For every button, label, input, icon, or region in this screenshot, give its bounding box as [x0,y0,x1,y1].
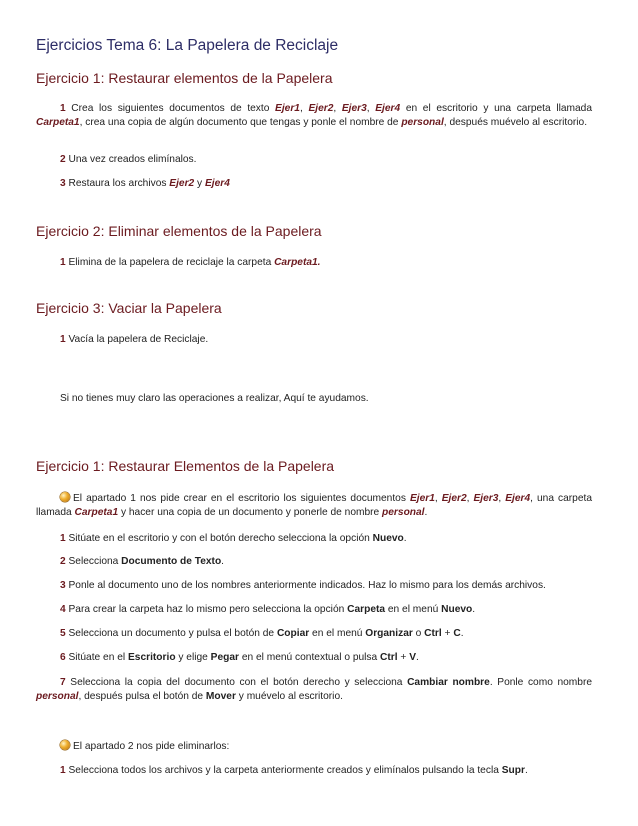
help-link[interactable]: Si no tienes muy claro las operaciones a realizar, Aquí te ayudamos. [60,393,369,404]
solution-1-step-7: 7 Selecciona la copia del documento con el botón derecho y selecciona Cambiar nombre. Ponle como nombre personal, después pulsa el botón de Mover y muévelo al escritorio. [36,677,593,702]
solution-1-step-6: 6 Sitúate en el Escritorio y elige Pegar en el menú contextual o pulsa Ctrl + V. [60,652,419,663]
exercise-2-item-1: 1 Elimina de la papelera de reciclaje la carpeta Carpeta1. [60,257,321,268]
solution-1-step-3: 3 Ponle al documento uno de los nombres anteriormente indicados. Haz lo mismo para los demás archivos. [60,580,546,591]
exercise-2-heading: Ejercicio 2: Eliminar elementos de la Papelera [36,223,322,239]
exercise-1-item-3: 3 Restaura los archivos Ejer2 y Ejer4 [60,178,230,189]
exercise-1-item-2: 2 Una vez creados elimínalos. [60,154,197,165]
solution-1-step-1: 1 Sitúate en el escritorio y con el botón derecho selecciona la opción Nuevo. [60,533,407,544]
page-title: Ejercicios Tema 6: La Papelera de Reciclaje [36,37,339,54]
exercise-3-item-1: 1 Vacía la papelera de Reciclaje. [60,334,209,345]
bullet-icon [60,740,70,750]
solution-2-step-1: 1 Selecciona todos los archivos y la carpeta anteriormente creados y elimínalos pulsando la tecla Supr. [60,765,528,776]
exercise-1-item-1: 1 Crea los siguientes documentos de texto Ejer1, Ejer2, Ejer3, Ejer4 en el escritorio y una carpeta llamada Carpeta1, crea una copia de algún documento que tengas y ponle el nombre de personal, después muévelo al escritorio. [36,103,592,128]
exercise-1-heading: Ejercicio 1: Restaurar elementos de la Papelera [36,70,333,86]
solution-1-step-2: 2 Selecciona Documento de Texto. [60,556,225,567]
solution-1-step-4: 4 Para crear la carpeta haz lo mismo pero selecciona la opción Carpeta en el menú Nuevo. [60,604,476,615]
exercise-3-heading: Ejercicio 3: Vaciar la Papelera [36,300,222,316]
solution-1-intro: El apartado 1 nos pide crear en el escritorio los siguientes documentos Ejer1, Ejer2, Ejer3, Ejer4, una carpeta llamada Carpeta1 y hacer una copia de un documento y ponerle de nombre personal. [36,493,592,518]
solution-2-intro: El apartado 2 nos pide eliminarlos: [60,740,229,754]
solution-1-step-5: 5 Selecciona un documento y pulsa el botón de Copiar en el menú Organizar o Ctrl + C. [60,628,464,639]
bullet-icon [60,492,70,502]
solution-1-heading: Ejercicio 1: Restaurar Elementos de la Papelera [36,458,335,474]
